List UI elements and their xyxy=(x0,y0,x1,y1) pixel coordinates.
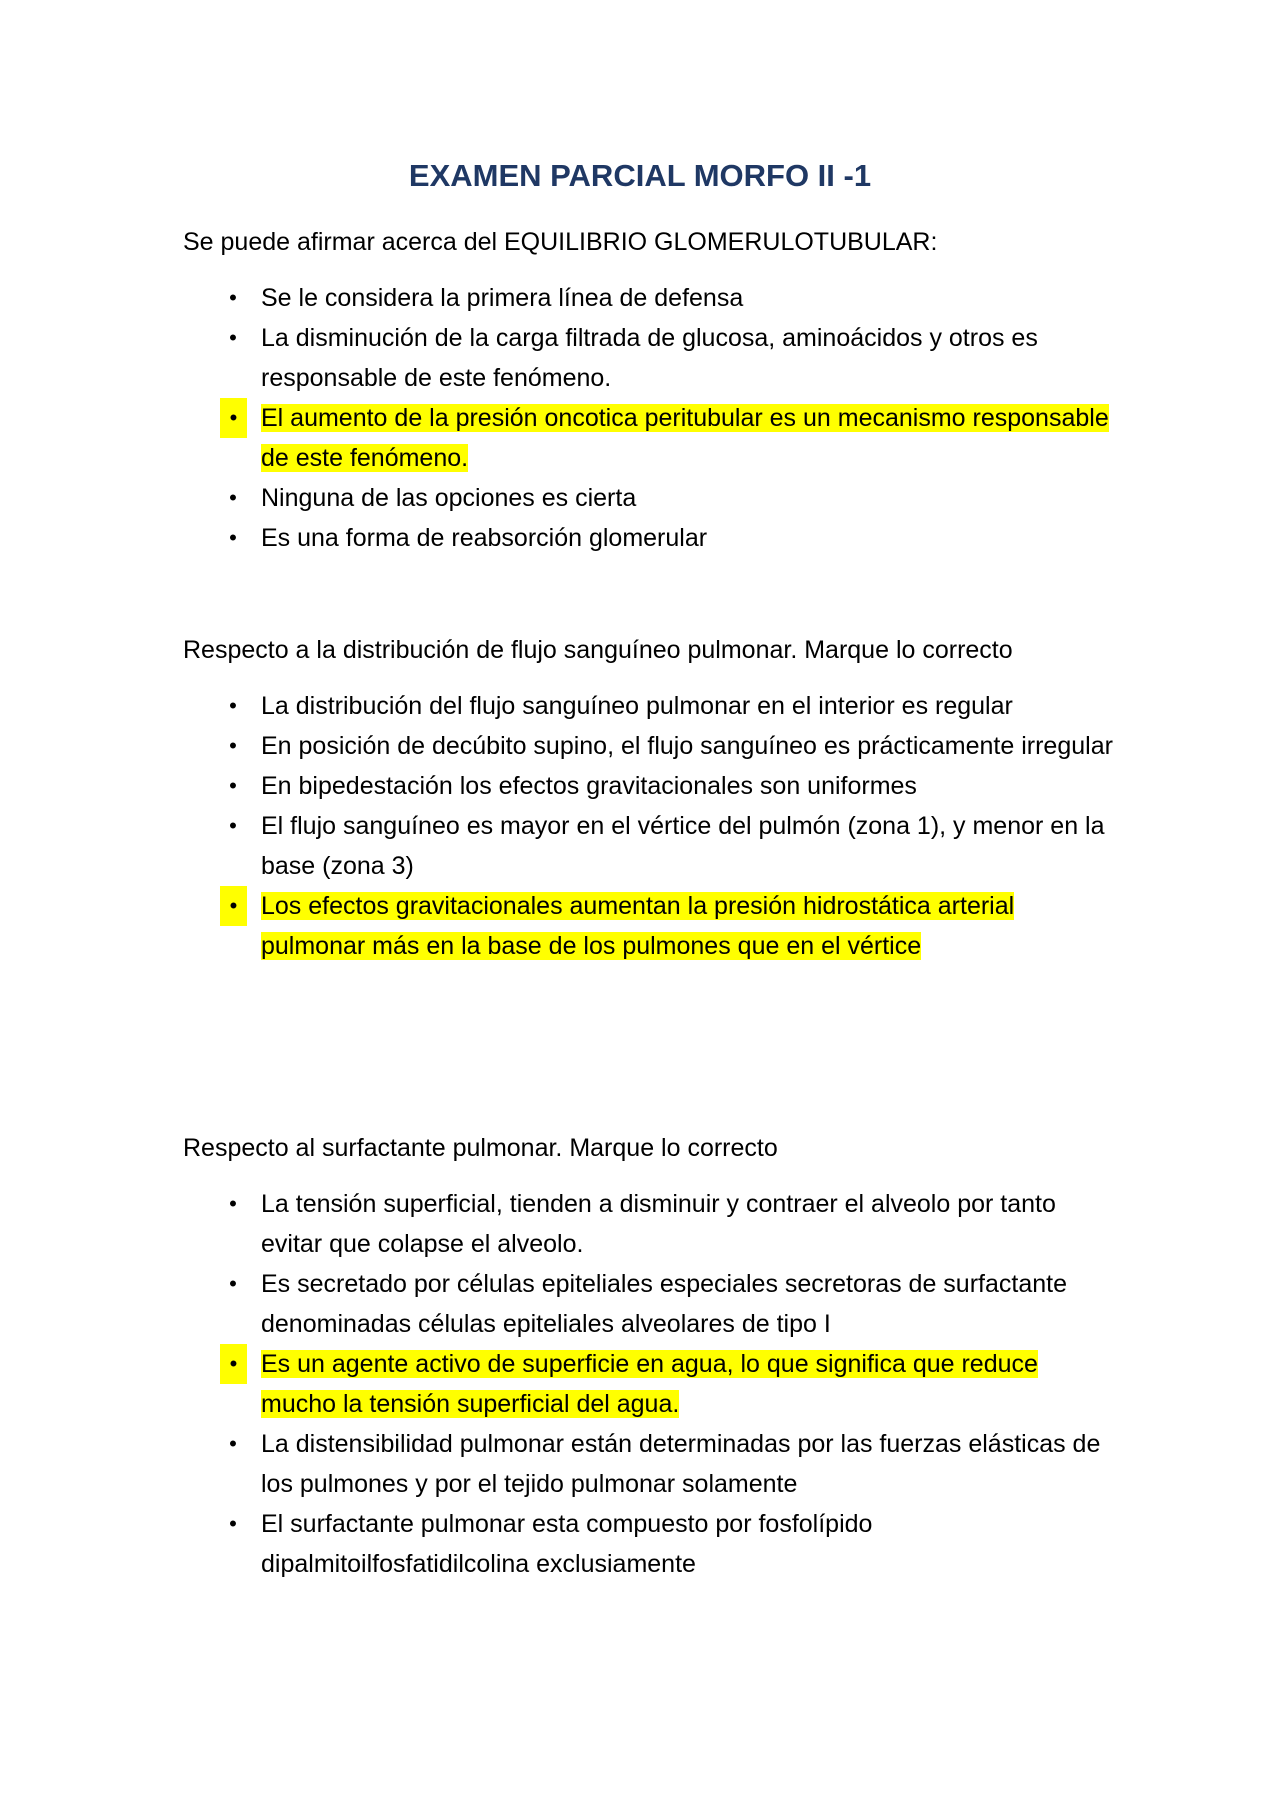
question-text: Respecto al surfactante pulmonar. Marque lo correcto xyxy=(183,1134,778,1162)
option-item-highlighted xyxy=(183,886,1113,966)
option-item xyxy=(183,318,1113,398)
bullet-icon: • xyxy=(229,1191,237,1216)
option-item-highlighted xyxy=(183,398,1113,478)
option-item xyxy=(183,1504,1113,1584)
option-item xyxy=(183,686,1113,726)
bullet-icon: • xyxy=(229,693,237,718)
option-item xyxy=(183,726,1113,766)
bullet-icon: • xyxy=(229,485,237,510)
option-text: La tensión superficial, tienden a disminuir y contraer el alveolo por tanto evitar que colapse el alveolo. xyxy=(261,1190,1056,1258)
question-1 xyxy=(183,222,1113,558)
option-text: Es una forma de reabsorción glomerular xyxy=(261,524,708,552)
page-title: EXAMEN PARCIAL MORFO II -1 xyxy=(408,158,872,193)
bullet-icon: • xyxy=(229,1271,237,1296)
question-text: Se puede afirmar acerca del EQUILIBRIO GLOMERULOTUBULAR: xyxy=(183,228,938,256)
options-list xyxy=(183,686,1113,966)
option-text: En bipedestación los efectos gravitacionales son uniformes xyxy=(261,772,917,800)
option-text-highlighted: El aumento de la presión oncotica peritubular es un mecanismo responsable de este fenómeno. xyxy=(261,404,1109,472)
question-text: Respecto a la distribución de flujo sanguíneo pulmonar. Marque lo correcto xyxy=(183,636,1013,664)
option-item xyxy=(183,766,1113,806)
option-item xyxy=(183,1424,1113,1504)
question-2 xyxy=(183,630,1113,966)
bullet-icon: • xyxy=(220,886,247,926)
bullet-icon: • xyxy=(220,1344,247,1384)
bullet-icon: • xyxy=(229,1511,237,1536)
option-text: La disminución de la carga filtrada de glucosa, aminoácidos y otros es responsable de este fenómeno. xyxy=(261,324,1038,392)
option-item-highlighted xyxy=(183,1344,1113,1424)
option-item xyxy=(183,478,1113,518)
option-item xyxy=(183,518,1113,558)
bullet-icon: • xyxy=(229,773,237,798)
option-text-highlighted: Es un agente activo de superficie en agua, lo que significa que reduce mucho la tensión superficial del agua. xyxy=(261,1350,1038,1418)
option-text: La distribución del flujo sanguíneo pulmonar en el interior es regular xyxy=(261,692,1013,720)
question-3 xyxy=(183,1128,1113,1584)
option-item xyxy=(183,806,1113,886)
option-text: El flujo sanguíneo es mayor en el vértice del pulmón (zona 1), y menor en la base (zona 3) xyxy=(261,812,1105,880)
option-text: Se le considera la primera línea de defensa xyxy=(261,284,744,312)
option-text: El surfactante pulmonar esta compuesto por fosfolípido dipalmitoilfosfatidilcolina exclusiamente xyxy=(261,1510,873,1578)
bullet-icon: • xyxy=(229,325,237,350)
options-list xyxy=(183,1184,1113,1584)
bullet-icon: • xyxy=(229,733,237,758)
bullet-icon: • xyxy=(229,813,237,838)
bullet-icon: • xyxy=(229,285,237,310)
option-item xyxy=(183,1264,1113,1344)
option-item xyxy=(183,278,1113,318)
option-text: Es secretado por células epiteliales especiales secretoras de surfactante denominadas células epiteliales alveolares de tipo I xyxy=(261,1270,1067,1338)
options-list xyxy=(183,278,1113,558)
bullet-icon: • xyxy=(220,398,247,438)
option-item xyxy=(183,1184,1113,1264)
bullet-icon: • xyxy=(229,525,237,550)
option-text: La distensibilidad pulmonar están determinadas por las fuerzas elásticas de los pulmones y por el tejido pulmonar solamente xyxy=(261,1430,1101,1498)
bullet-icon: • xyxy=(229,1431,237,1456)
option-text: En posición de decúbito supino, el flujo sanguíneo es prácticamente irregular xyxy=(261,732,1113,760)
option-text-highlighted: Los efectos gravitacionales aumentan la presión hidrostática arterial pulmonar más en la base de los pulmones que en el vértice xyxy=(261,892,1015,960)
option-text: Ninguna de las opciones es cierta xyxy=(261,484,637,512)
